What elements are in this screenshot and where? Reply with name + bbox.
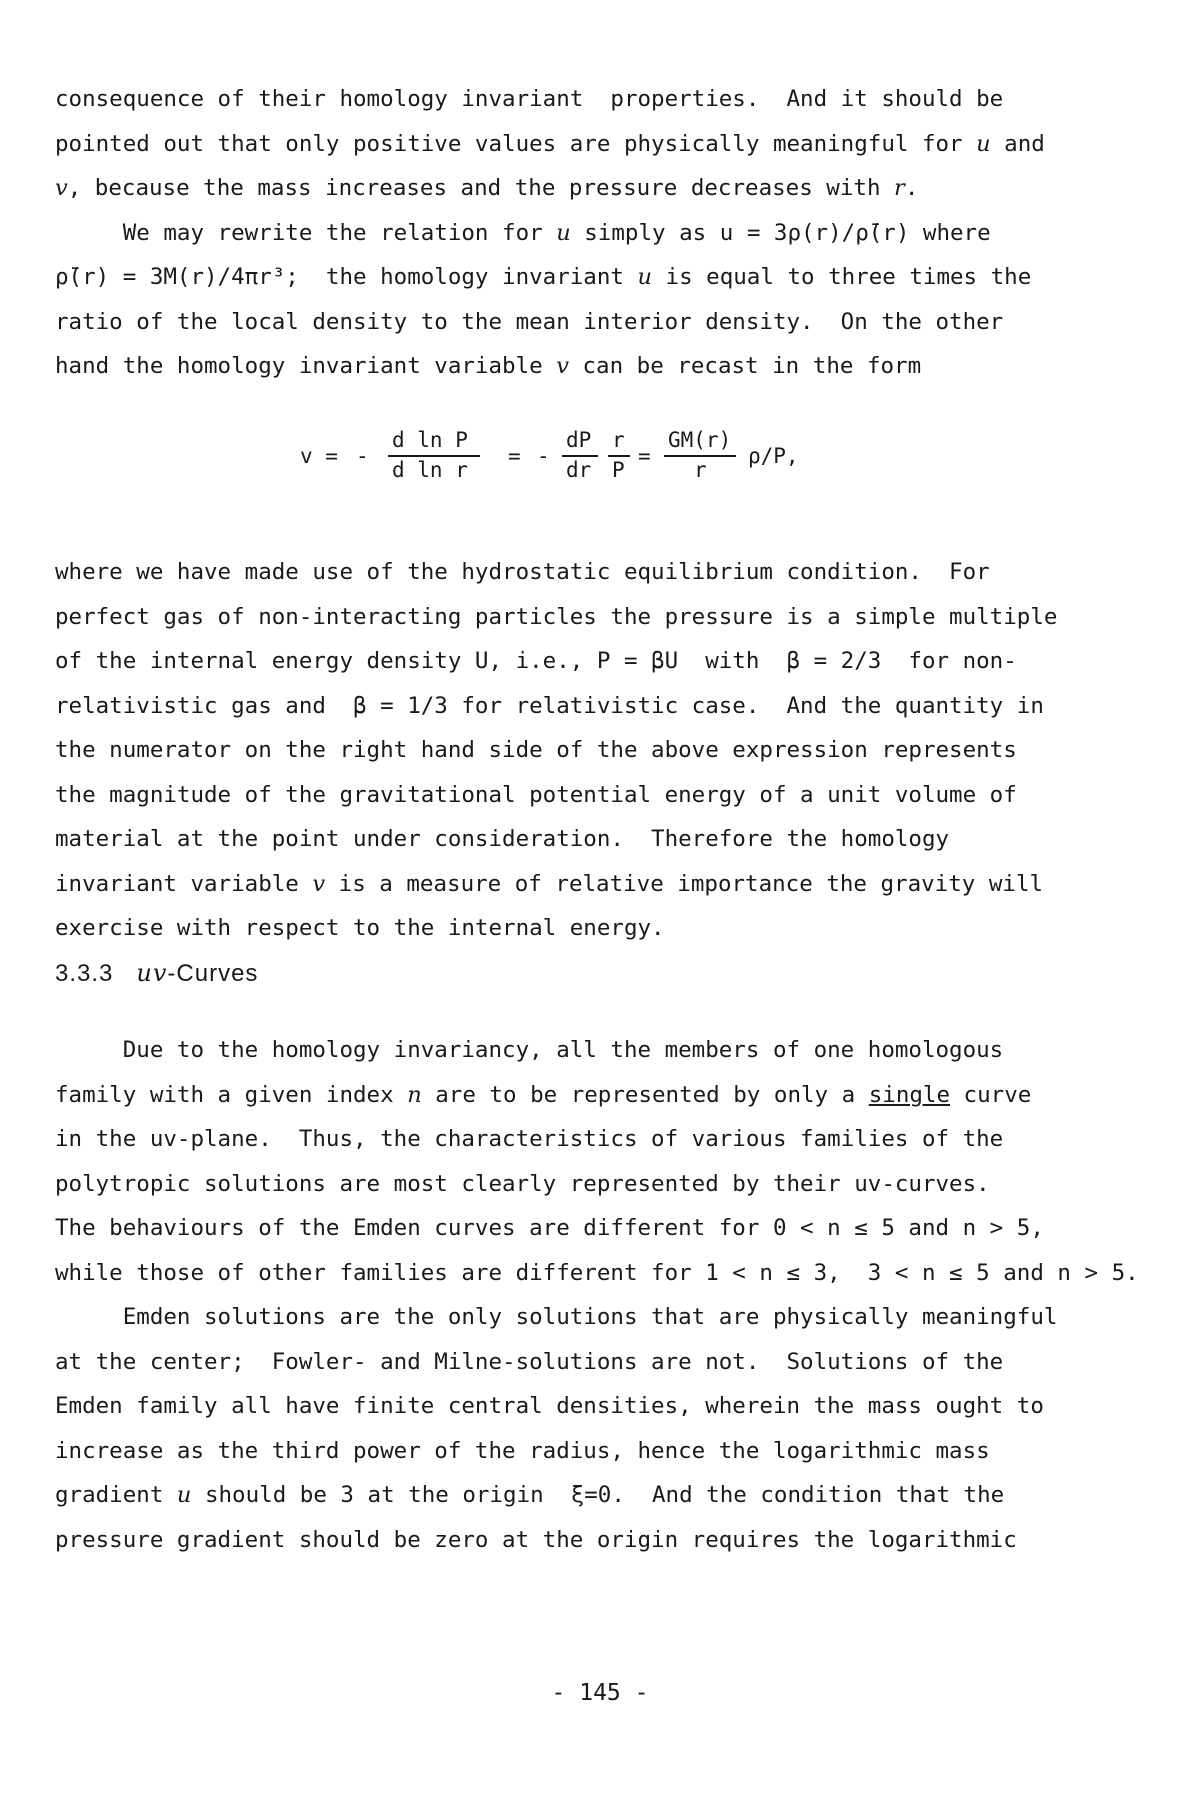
- text-line: [55, 735, 1017, 765]
- text-line: [55, 913, 665, 943]
- text-run: , because the mass increases and the pressure decreases with: [67, 175, 895, 201]
- text-run: in the uv-plane. Thus, the characteristics of various families of the: [55, 1126, 1004, 1152]
- text-line: [55, 1035, 1003, 1065]
- text-run: should be 3 at the origin ξ=0. And the condition that the: [191, 1482, 1005, 1508]
- text-line: [55, 1124, 1003, 1154]
- text-run: hand the homology invariant variable: [55, 353, 557, 379]
- text-run: simply as u = 3ρ(r)/ρ̄(r) where: [570, 219, 991, 246]
- eq-frac1-den: d ln r: [392, 458, 468, 482]
- text-run: and: [990, 130, 1045, 157]
- eq-frac2-den: dr: [566, 458, 592, 482]
- text-run: .: [904, 175, 919, 201]
- eq-frac4-bar: [664, 455, 736, 457]
- eq-equals: =: [508, 444, 521, 468]
- text-run: invariant variable: [55, 870, 313, 897]
- text-run: perfect gas of non-interacting particles the pressure is a simple multiple: [55, 603, 1058, 630]
- eq-minus: -: [537, 444, 550, 468]
- text-line: [55, 780, 1017, 810]
- text-run: are to be represented by only a: [421, 1081, 869, 1108]
- text-line: [55, 557, 990, 587]
- text-run: of the internal energy density U, i.e., P = βU with β = 2/3 for non-: [55, 648, 1017, 674]
- text-line: [55, 1080, 1031, 1110]
- text-run: Emden family all have finite central densities, wherein the mass ought to: [55, 1393, 1044, 1419]
- text-run: ratio of the local density to the mean interior density. On the other: [55, 308, 1004, 335]
- italic-symbol: v: [312, 870, 326, 897]
- text-run: ρ̄(r) = 3M(r)/4πr³; the homology invariant: [55, 264, 638, 290]
- text-run: increase as the third power of the radius, hence the logarithmic mass: [55, 1437, 990, 1464]
- text-run: curve: [950, 1081, 1032, 1108]
- text-line: [55, 646, 1017, 676]
- text-line: [55, 84, 1003, 114]
- text-run: polytropic solutions are most clearly represented by their uv-curves.: [55, 1170, 990, 1197]
- text-line: [55, 307, 1003, 337]
- text-line: [55, 262, 1031, 292]
- section-heading: [55, 958, 258, 989]
- eq-lhs: v =: [300, 444, 338, 468]
- text-run: The behaviours of the Emden curves are different for 0 < n ≤ 5 and n > 5,: [55, 1215, 1044, 1241]
- eq-frac1-bar: [388, 455, 480, 457]
- text-line: [55, 1258, 1139, 1288]
- page-number: - 145 -: [551, 1680, 649, 1706]
- underlined-word: single: [868, 1081, 951, 1108]
- eq-equals: =: [638, 444, 651, 468]
- text-run: at the center; Fowler- and Milne-solutions are not. Solutions of the: [55, 1348, 1004, 1375]
- text-run: Emden solutions are the only solutions that are physically meaningful: [55, 1304, 1058, 1330]
- text-line: [55, 1169, 990, 1199]
- eq-minus: -: [356, 444, 369, 468]
- eq-frac1-num: d ln P: [392, 428, 468, 452]
- text-run: gradient: [55, 1482, 177, 1508]
- text-line: [55, 1391, 1044, 1421]
- italic-symbol: n: [407, 1081, 422, 1108]
- text-run: relativistic gas and β = 1/3 for relativistic case. And the quantity in: [55, 692, 1044, 719]
- text-line: [55, 351, 921, 381]
- text-run: while those of other families are different for 1 < n ≤ 3, 3 < n ≤ 5 and n > 5.: [55, 1259, 1139, 1286]
- eq-frac3-num: r: [612, 428, 625, 452]
- section-title-rest: -Curves: [167, 960, 259, 987]
- text-line: [55, 173, 918, 203]
- eq-tail: ρ/P,: [748, 444, 799, 468]
- text-run: consequence of their homology invariant properties. And it should be: [55, 86, 1004, 112]
- text-line: [55, 1213, 1044, 1243]
- text-run: where we have made use of the hydrostatic equilibrium condition. For: [55, 559, 990, 585]
- text-run: the numerator on the right hand side of the above expression represents: [55, 737, 1017, 763]
- italic-symbol: u: [176, 1482, 192, 1508]
- text-line: [55, 869, 1043, 899]
- text-line: [55, 824, 949, 854]
- text-line: [55, 1347, 1003, 1377]
- italic-symbol: u: [637, 264, 652, 290]
- eq-frac4-den: r: [694, 458, 707, 482]
- text-line: [55, 129, 1045, 159]
- text-run: pressure gradient should be zero at the origin requires the logarithmic: [55, 1526, 1017, 1553]
- text-line: [55, 1480, 1004, 1510]
- eq-frac2-bar: [562, 455, 598, 457]
- italic-symbol: v: [55, 175, 68, 201]
- eq-frac3-den: P: [612, 458, 625, 482]
- section-title-italic: uv: [136, 959, 168, 987]
- text-line: [55, 691, 1044, 721]
- text-run: exercise with respect to the internal energy.: [55, 915, 665, 941]
- text-run: Due to the homology invariancy, all the members of one homologous: [55, 1037, 1004, 1063]
- italic-symbol: u: [556, 219, 571, 246]
- text-line: [55, 1436, 990, 1466]
- equation-v-definition: [0, 428, 1200, 518]
- eq-frac2-num: dP: [566, 428, 592, 452]
- text-run: the magnitude of the gravitational potential energy of a unit volume of: [55, 781, 1017, 808]
- text-line: [55, 602, 1057, 632]
- text-run: We may rewrite the relation for: [55, 219, 557, 246]
- text-run: pointed out that only positive values are physically meaningful for: [55, 130, 977, 157]
- italic-symbol: u: [976, 130, 991, 157]
- text-line: [55, 218, 991, 248]
- text-run: material at the point under consideration. Therefore the homology: [55, 826, 950, 852]
- text-run: is equal to three times the: [651, 264, 1032, 290]
- text-run: is a measure of relative importance the gravity will: [325, 870, 1044, 897]
- eq-frac3-bar: [608, 455, 630, 457]
- text-run: family with a given index: [55, 1081, 408, 1108]
- section-number: 3.3.3: [55, 960, 114, 987]
- italic-symbol: r: [894, 175, 905, 201]
- text-line: [55, 1525, 1017, 1555]
- text-run: can be recast in the form: [568, 353, 922, 379]
- italic-symbol: v: [556, 353, 569, 379]
- text-line: [55, 1302, 1057, 1332]
- eq-frac4-num: GM(r): [668, 428, 732, 452]
